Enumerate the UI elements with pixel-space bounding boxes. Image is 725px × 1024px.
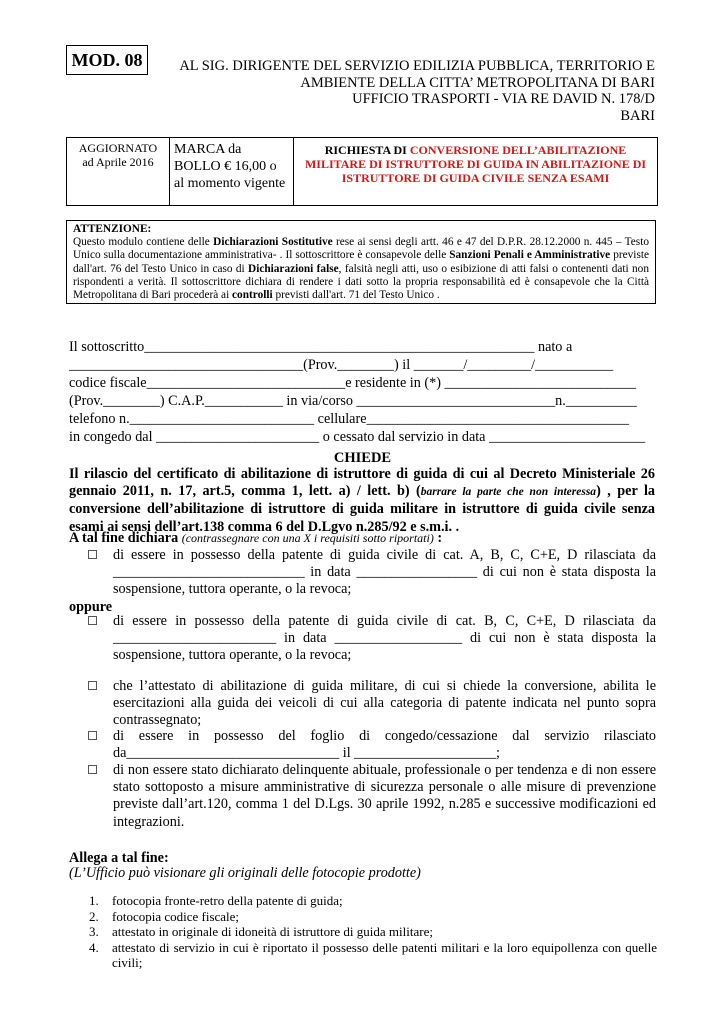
- updated-date: ad Aprile 2016: [82, 155, 154, 169]
- attention-bold: Dichiarazioni false: [248, 262, 339, 275]
- attention-title: ATTENZIONE:: [73, 223, 152, 235]
- request-prefix: RICHIESTA DI: [324, 143, 407, 157]
- attachments-title: Allega a tal fine:: [69, 850, 169, 866]
- list-number: 1.: [89, 893, 99, 908]
- checkbox[interactable]: [88, 550, 97, 559]
- section-title-chiede: CHIEDE: [333, 450, 392, 466]
- declaration-item: [88, 678, 656, 730]
- checkbox[interactable]: [88, 681, 97, 690]
- list-number: 3.: [89, 924, 99, 939]
- list-item: [89, 893, 657, 909]
- info-table: [66, 137, 658, 206]
- form-code: MOD. 08: [71, 49, 143, 70]
- stamp-cell: [170, 138, 294, 205]
- list-item: [89, 924, 657, 940]
- declaration-item: [88, 762, 656, 831]
- declaration-text: di essere in possesso della patente di guida civile di cat. A, B, C, C+E, D rilasciata da ___________________________ in data _________________ di cui non è stata disposta la sospensione, tuttora operante, o la revoca;: [113, 547, 656, 598]
- attention-bold: Dichiarazioni Sostitutive: [213, 236, 333, 249]
- addressee-line: AMBIENTE DELLA CITTA’ METROPOLITANA DI BARI: [300, 74, 655, 91]
- field-row-birth[interactable]: _________________________________(Prov.________) il _______/_________/___________: [69, 357, 614, 373]
- declaration-heading: [69, 530, 655, 547]
- personal-data-fields[interactable]: [69, 338, 654, 446]
- attention-fragment: rese ai sensi degli artt. 46 e 47 del D.P.R. 28.12.2000 n. 445 – Testo Unico sulla documentazione amministrativa- . Il sottoscrittore è consapevole delle: [73, 236, 649, 262]
- attention-box: [66, 220, 656, 304]
- attention-text: [73, 236, 649, 302]
- list-item: [89, 940, 657, 971]
- declaration-colon: :: [433, 530, 443, 546]
- list-text: fotocopia fronte-retro della patente di guida;: [112, 893, 343, 908]
- field-row-address[interactable]: (Prov.________) C.A.P.___________ in via/corso ____________________________n.__________: [69, 393, 637, 409]
- oppure-label: oppure: [69, 599, 113, 615]
- list-number: 4.: [89, 939, 99, 955]
- declaration-text: che l’attestato di abilitazione di guida militare, di cui si chiede la conversione, abilita le esercitazioni alla guida dei veicoli di cui alla categoria di patente indicata nel punto sopra contrassegnato;: [113, 678, 656, 729]
- addressee-block: [175, 58, 655, 124]
- attention-bold: Sanzioni Penali e Amministrative: [449, 249, 611, 262]
- checkbox[interactable]: [88, 765, 97, 774]
- declaration-text: di essere in possesso del foglio di congedo/cessazione dal servizio rilasciato da______________________________ il ____________________;: [113, 728, 656, 762]
- attention-bold: controlli: [232, 289, 273, 302]
- form-code-box: [66, 45, 148, 75]
- stamp-text: MARCA da BOLLO € 16,00 o al momento vigente: [174, 142, 286, 191]
- declaration-text: di non essere stato dichiarato delinquente abituale, professionale o per tendenza e di non essere stato sottoposto a misure amministrative di sicurezza personale o alle misure di prevenzione previste dall’art.120, comma 1 del D.Lgs. 30 aprile 1992, n.285 e successive modificazioni ed integrazioni.: [113, 762, 656, 830]
- request-note: barrare la parte che non interessa: [420, 486, 597, 499]
- declaration-note: (contrassegnare con una X i requisiti sotto riportati): [181, 531, 434, 545]
- checkbox[interactable]: [88, 731, 97, 740]
- request-text: ) , per la conversione dell’abilitazione di istruttore di guida militare in istruttore di guida civile senza esami ai sensi dell’art.138 comma 6 del D.Lgvo n.285/92 e s.m.i. .: [69, 483, 655, 535]
- attention-fragment: , falsità negli atti, uso o esibizione di atti falsi o contenenti dati non rispondenti a verità. Il sottoscrittore dichiara di rendere i dati sotto la propria responsabilità ed è consapevole che la Città Metropolitana di Bari procederà ai: [73, 262, 649, 302]
- checkbox[interactable]: [88, 616, 97, 625]
- list-text: attestato in originale di idoneità di istruttore di guida militare;: [112, 924, 433, 939]
- declaration-item: [88, 613, 656, 665]
- list-item: [89, 909, 657, 925]
- attention-fragment: previsti dall'art. 71 del Testo Unico .: [272, 289, 440, 302]
- updated-cell: [67, 138, 170, 205]
- field-row-tax-code[interactable]: codice fiscale____________________________e residente in (*) ___________________________: [69, 375, 637, 391]
- field-row-discharge[interactable]: in congedo dal _______________________ o cessato dal servizio in data ______________________: [69, 429, 646, 445]
- declaration-label: A tal fine dichiara: [69, 530, 179, 546]
- request-title-cell: [294, 138, 657, 205]
- list-number: 2.: [89, 908, 99, 924]
- addressee-line: AL SIG. DIRIGENTE DEL SERVIZIO EDILIZIA PUBBLICA, TERRITORIO E: [179, 58, 655, 74]
- list-text: fotocopia codice fiscale;: [112, 908, 240, 924]
- attachments-list: [89, 893, 657, 971]
- updated-line: AGGIORNATO: [78, 141, 158, 155]
- request-text: Il rilascio del certificato di abilitazione di istruttore di guida di cui al Decreto Ministeriale 26 gennaio 2011, n. 17, art.5, comma 1, lett. a) / lett. b) (: [69, 466, 655, 500]
- list-text: attestato di servizio in cui è riportato il possesso delle patenti militari e la loro equipollenza con quelle civili;: [112, 939, 657, 970]
- addressee-line: UFFICIO TRASPORTI - VIA RE DAVID N. 178/D: [352, 91, 655, 107]
- declaration-item: [88, 728, 656, 762]
- addressee-line: BARI: [620, 107, 655, 124]
- request-paragraph: [69, 466, 655, 536]
- field-row-phone[interactable]: telefono n.__________________________ cellulare_____________________________________: [69, 411, 629, 427]
- declaration-item: [88, 547, 656, 599]
- attention-fragment: Questo modulo contiene delle: [73, 236, 214, 249]
- field-row-name[interactable]: Il sottoscritto_______________________________________________________ nato a: [69, 339, 573, 355]
- attachments-note: (L’Ufficio può visionare gli originali delle fotocopie prodotte): [69, 865, 421, 881]
- attention-fragment: previste dall'art. 76 del Testo Unico in caso di: [73, 249, 649, 275]
- declaration-text: di essere in possesso della patente di guida civile di cat. B, C, C+E, D rilasciata da _______________________ in data __________________ di cui non è stata disposta la sospensione, tuttora operante, o la revoca;: [113, 613, 656, 664]
- request-title: CONVERSIONE DELL’ABILITAZIONE MILITARE DI ISTRUTTORE DI GUIDA IN ABILITAZIONE DI ISTRUTTORE DI GUIDA CIVILE SENZA ESAMI: [304, 143, 647, 185]
